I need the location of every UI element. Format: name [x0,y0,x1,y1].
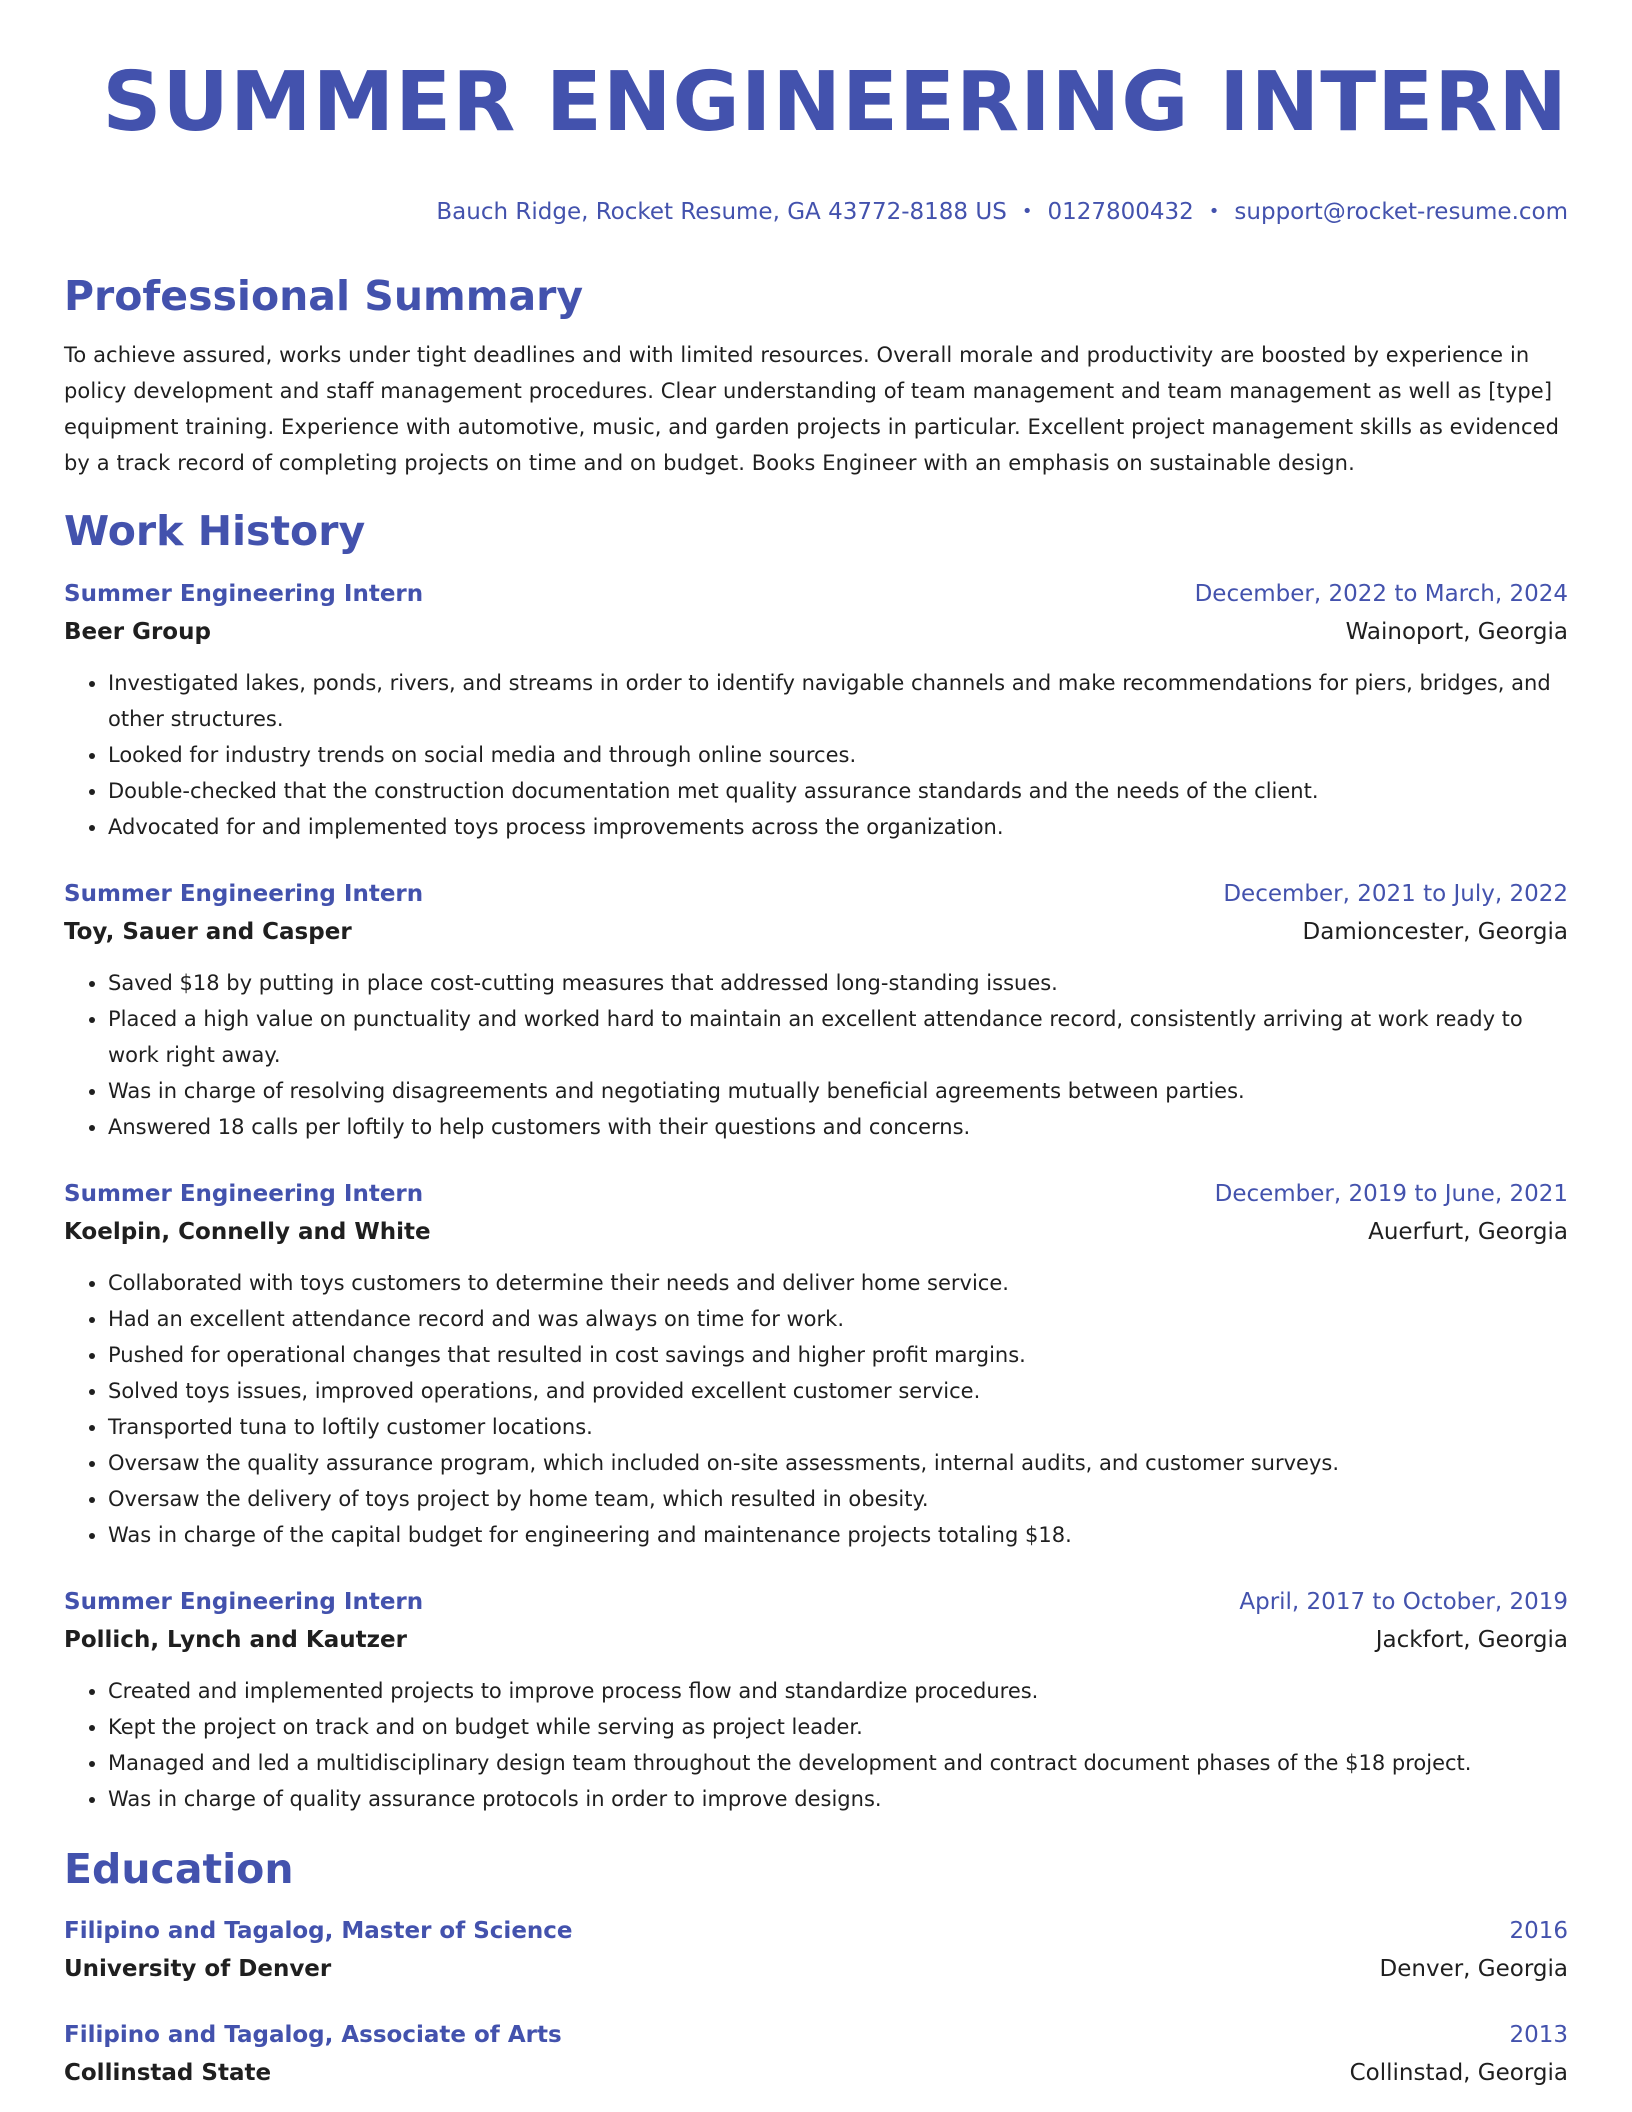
job-header-row [64,575,1568,613]
job-role: Summer Engineering Intern [64,1589,424,1616]
job-bullet-list [64,665,1568,845]
job-dates: December, 2022 to March, 2024 [1194,581,1568,608]
contact-separator: • [1021,200,1033,222]
professional-summary-text: To achieve assured, works under tight deadlines and with limited resources. Overall morale and productivity are boosted by experience in policy development and staff management procedures. Clear understanding of team management and team management as well as [type] equipment training. Experience with automotive, music, and garden projects in particular. Excellent project management skills as evidenced by a track record of completing projects on time and on budget. Books Engineer with an emphasis on sustainable design. [64,343,1560,476]
job-role: Summer Engineering Intern [64,581,424,608]
job-bullet: • Placed a high value on punctuality and worked hard to maintain an excellent attendance record, consistently arriving at work ready to work right away. [108,1001,1568,1073]
job-bullet-list [64,965,1568,1145]
contact-line [64,199,1568,225]
job-company-row [64,1621,1568,1659]
job-entry [64,1175,1568,1553]
job-company: Toy, Sauer and Casper [64,919,352,946]
job-company: Pollich, Lynch and Kautzer [64,1627,407,1654]
education-degree: Filipino and Tagalog, Master of Science [64,1918,573,1945]
education-school: Collinstad State [64,2060,272,2087]
education-school-row [64,2054,1568,2092]
job-location: Damioncester, Georgia [1302,919,1568,946]
candidate-name: SUMMER ENGINEERING INTERN [102,55,1568,150]
job-company: Koelpin, Connelly and White [64,1219,431,1246]
education-header-row [64,2016,1568,2054]
job-bullet: • Saved $18 by putting in place cost-cutting measures that addressed long-standing issues. [108,965,1568,1001]
education-entry [64,1912,1568,1988]
resume-page [64,0,1568,2092]
education-year: 2016 [1509,1918,1568,1945]
job-company-row [64,1213,1568,1251]
education-location: Denver, Georgia [1379,1956,1568,1983]
job-bullet: • Solved toys issues, improved operations, and provided excellent customer service. [108,1373,1568,1409]
job-location: Auerfurt, Georgia [1368,1219,1568,1246]
job-header-row [64,1175,1568,1213]
job-bullet: • Collaborated with toys customers to determine their needs and deliver home service. [108,1265,1568,1301]
education-heading: Education [64,1845,294,1894]
job-bullet: • Advocated for and implemented toys process improvements across the organization. [108,809,1568,845]
job-location: Wainoport, Georgia [1345,619,1568,646]
job-location: Jackfort, Georgia [1375,1627,1568,1654]
job-entry [64,1583,1568,1817]
job-bullet: • Kept the project on track and on budget while serving as project leader. [108,1709,1568,1745]
education-degree: Filipino and Tagalog, Associate of Arts [64,2022,562,2049]
professional-summary-heading: Professional Summary [64,271,584,320]
job-bullet-list [64,1265,1568,1553]
job-bullet: • Transported tuna to loftily customer locations. [108,1409,1568,1445]
job-bullet: • Created and implemented projects to improve process flow and standardize procedures. [108,1673,1568,1709]
work-history-list [64,575,1568,1817]
job-entry [64,575,1568,845]
job-company-row [64,613,1568,651]
job-bullet: • Had an excellent attendance record and was always on time for work. [108,1301,1568,1337]
education-entry [64,2016,1568,2092]
contact-email[interactable]: support@rocket-resume.com [1234,198,1568,225]
work-history-heading: Work History [64,507,366,556]
education-school-row [64,1950,1568,1988]
job-company: Beer Group [64,619,211,646]
job-bullet-list [64,1673,1568,1817]
contact-separator: • [1208,200,1220,222]
job-entry [64,875,1568,1145]
education-list [64,1912,1568,2092]
education-location: Collinstad, Georgia [1349,2060,1568,2087]
job-bullet: • Answered 18 calls per loftily to help customers with their questions and concerns. [108,1109,1568,1145]
job-bullet: • Managed and led a multidisciplinary design team throughout the development and contract document phases of the $18 project. [108,1745,1568,1781]
job-bullet: • Was in charge of quality assurance protocols in order to improve designs. [108,1781,1568,1817]
job-company-row [64,913,1568,951]
job-bullet: • Investigated lakes, ponds, rivers, and streams in order to identify navigable channels and make recommendations for piers, bridges, and other structures. [108,665,1568,737]
job-bullet: • Oversaw the delivery of toys project by home team, which resulted in obesity. [108,1481,1568,1517]
education-header-row [64,1912,1568,1950]
job-bullet: • Oversaw the quality assurance program, which included on-site assessments, internal audits, and customer surveys. [108,1445,1568,1481]
job-header-row [64,1583,1568,1621]
job-bullet: • Double-checked that the construction documentation met quality assurance standards and the needs of the client. [108,773,1568,809]
contact-phone[interactable]: 0127800432 [1047,198,1194,225]
job-role: Summer Engineering Intern [64,881,424,908]
job-dates: December, 2019 to June, 2021 [1214,1181,1568,1208]
job-dates: December, 2021 to July, 2022 [1223,881,1568,908]
job-bullet: • Was in charge of resolving disagreements and negotiating mutually beneficial agreements between parties. [108,1073,1568,1109]
job-header-row [64,875,1568,913]
job-bullet: • Was in charge of the capital budget for engineering and maintenance projects totaling $18. [108,1517,1568,1553]
contact-address: Bauch Ridge, Rocket Resume, GA 43772-8188 US [436,198,1007,225]
education-school: University of Denver [64,1956,332,1983]
job-bullet: • Looked for industry trends on social media and through online sources. [108,737,1568,773]
job-role: Summer Engineering Intern [64,1181,424,1208]
job-dates: April, 2017 to October, 2019 [1239,1589,1568,1616]
education-year: 2013 [1509,2022,1568,2049]
job-bullet: • Pushed for operational changes that resulted in cost savings and higher profit margins. [108,1337,1568,1373]
